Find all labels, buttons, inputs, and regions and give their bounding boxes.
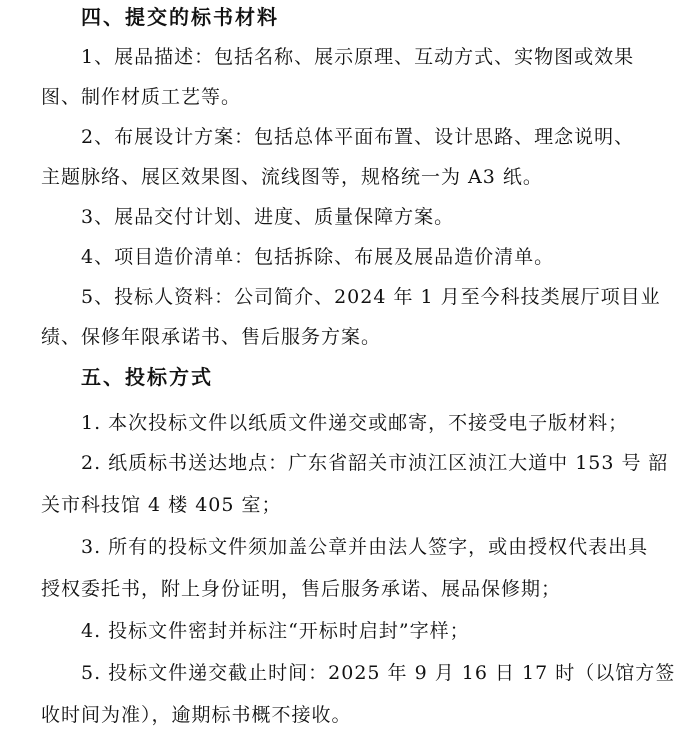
paragraph-line: 图、制作材质工艺等。 [41, 86, 242, 108]
paragraph-line: 5. 投标文件递交截止时间：2025 年 9 月 16 日 17 时（以馆方签 [81, 662, 676, 684]
section-heading-materials: 四、提交的标书材料 [81, 5, 279, 29]
paragraph-line: 主题脉络、展区效果图、流线图等，规格统一为 A3 纸。 [41, 166, 543, 188]
paragraph-line: 3. 所有的投标文件须加盖公章并由法人签字，或由授权代表出具 [81, 536, 649, 558]
paragraph-line: 授权委托书，附上身份证明，售后服务承诺、展品保修期； [41, 578, 562, 600]
paragraph-line: 4、项目造价清单：包括拆除、布展及展品造价清单。 [81, 246, 555, 268]
section-heading-bidding: 五、投标方式 [81, 365, 213, 389]
paragraph-line: 4. 投标文件密封并标注“开标时启封”字样； [81, 620, 470, 642]
paragraph-line: 绩、保修年限承诺书、售后服务方案。 [41, 326, 382, 348]
paragraph-line: 2. 纸质标书送达地点：广东省韶关市浈江区浈江大道中 153 号 韶 [81, 452, 669, 474]
paragraph-line: 3、展品交付计划、进度、质量保障方案。 [81, 206, 455, 228]
paragraph-line: 1. 本次投标文件以纸质文件递交或邮寄，不接受电子版材料； [81, 412, 629, 434]
paragraph-line: 1、展品描述：包括名称、展示原理、互动方式、实物图或效果 [81, 46, 635, 68]
paragraph-line: 收时间为准），逾期标书概不接收。 [41, 704, 352, 726]
paragraph-line: 关市科技馆 4 楼 405 室； [41, 494, 282, 516]
paragraph-line: 2、布展设计方案：包括总体平面布置、设计思路、理念说明、 [81, 126, 635, 148]
paragraph-line: 5、投标人资料：公司简介、2024 年 1 月至今科技类展厅项目业 [81, 286, 661, 308]
